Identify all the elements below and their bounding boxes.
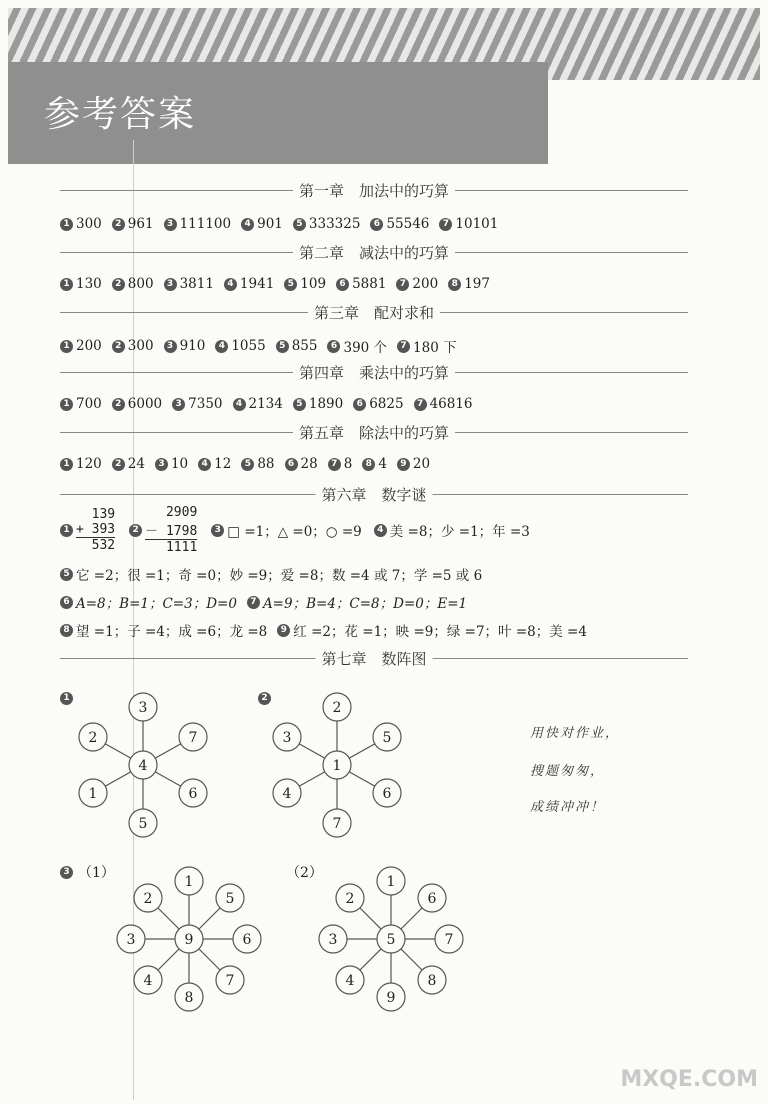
chapter-6-heading: 第六章 数字谜 [60,484,688,504]
diagram-3-1-spoke-label: 6 [242,932,252,948]
number-badge: 7 [328,458,341,471]
number-badge: 5 [293,218,306,231]
number-badge: 6 [336,278,349,291]
diagram-1-spoke-label: 3 [138,700,148,716]
puzzle-1-row2: + 393 [76,522,116,537]
answer-value: 910 [179,338,206,354]
puzzle-5-answer: 它 =2；很 =1；奇 =0；妙 =9；爱 =8；数 =4 或 7；学 =5 或 6 [76,568,483,584]
diagram-2-spoke-label: 2 [332,700,342,716]
answer-value: 28 [300,456,318,472]
answer-value: 1890 [308,396,344,412]
diagram-3-2-spoke-label: 3 [328,932,338,948]
answer-value: 8 [343,456,353,472]
diagram-3-2-spoke-label: 4 [345,973,355,989]
answer-value: 55546 [386,216,430,232]
number-badge: 2 [112,218,125,231]
answer-value: 961 [127,216,154,232]
number-badge: 3 [172,398,185,411]
number-badge: 2 [112,398,125,411]
number-badge: 3 [155,458,168,471]
answer-value: 109 [300,276,327,292]
number-badge: 9 [397,458,410,471]
answer-value: 6825 [369,396,404,412]
diagram-3-1-spoke-label: 1 [184,874,194,890]
puzzle-7-answer: A=9；B=4；C=8；D=0；E=1 [262,596,468,612]
page-title: 参考答案 [44,94,197,135]
diagram-1-spoke-label: 1 [88,786,98,802]
number-badge: 5 [293,398,306,411]
number-badge: 6 [285,458,298,471]
number-badge-9: 9 [277,624,290,637]
note-line-3: 成绩冲冲！ [530,800,606,815]
puzzle-4-answer: 美 =8；少 =1；年 =3 [389,524,530,540]
chapter-5-heading: 第五章 除法中的巧算 [60,422,688,442]
diagram-2-spoke-label: 7 [332,816,342,832]
answer-value: 6000 [127,396,163,412]
diagram-1-center-label: 4 [138,758,148,774]
number-badge-d1: 1 [60,692,73,705]
number-badge-2: 2 [129,524,142,537]
diagram-2-spoke-label: 4 [282,786,292,802]
answer-value: 1941 [239,276,275,292]
answer-value: 700 [76,396,102,412]
diagram-3-1-spoke-label: 5 [225,891,235,907]
number-badge: 7 [396,278,409,291]
answer-value: 200 [76,338,102,354]
number-badge-4: 4 [374,524,387,537]
diagram-3-1-spoke-label: 4 [143,973,153,989]
diagram-3-1-spoke-label: 2 [143,891,153,907]
number-badge: 2 [112,340,125,353]
answer-value: 200 [412,276,439,292]
number-badge: 5 [241,458,254,471]
puzzle-2-row2: － 1798 [145,520,197,540]
number-badge: 7 [397,340,410,353]
number-badge: 1 [60,398,73,411]
number-badge: 4 [233,398,246,411]
chapter-7-heading: 第七章 数阵图 [60,648,688,668]
answer-value: 390 个 [343,340,388,356]
puzzle-3-answer: □ =1；△ =0；○ =9 [227,524,362,540]
number-badge: 5 [276,340,289,353]
note-line-1: 用快对作业， [530,726,621,741]
diagram-3-1-spoke-label: 8 [184,990,194,1006]
puzzle-9-answer: 红 =2；花 =1；映 =9；绿 =7；叶 =8；美 =4 [293,624,587,640]
number-badge-3: 3 [211,524,224,537]
puzzle-8-answer: 望 =1；子 =4；成 =6；龙 =8 [76,624,268,640]
diagram-3-1-spoke-label: 3 [126,932,136,948]
answer-value: 20 [412,456,431,472]
watermark-logo: MXQE.COM [620,1067,758,1092]
answer-value: 120 [76,456,102,472]
answer-value: 855 [291,338,318,354]
diagram-1-spoke-label: 6 [188,786,198,802]
answer-value: 10 [170,456,189,472]
chapter-1-heading: 第一章 加法中的巧算 [60,180,688,200]
answer-value: 4 [378,456,387,472]
diagram-3-2-tag: （2） [286,865,323,881]
number-badge-1: 1 [60,524,73,537]
number-badge-7: 7 [247,596,260,609]
answer-value: 300 [76,216,102,232]
answer-value: 333325 [308,216,361,232]
number-badge: 1 [60,458,73,471]
number-badge: 7 [414,398,427,411]
note-line-2: 搜题匆匆， [530,764,606,779]
diagram-3-1-tag: （1） [78,865,115,881]
number-badge-5: 5 [60,568,73,581]
answer-value: 197 [464,276,490,292]
number-badge: 6 [370,218,383,231]
answer-value: 46816 [429,396,473,412]
number-badge: 6 [353,398,366,411]
number-badge: 2 [112,278,125,291]
diagram-3-2-spoke-label: 8 [427,973,437,989]
diagram-2-spoke-label: 5 [382,730,392,746]
diagram-2-spoke-label: 6 [382,786,392,802]
diagram-3-2-spoke-label: 6 [427,891,437,907]
answer-value: 300 [127,338,154,354]
diagram-3-1-spoke-label: 7 [225,973,235,989]
number-badge: 3 [164,278,177,291]
diagram-3-2-spoke-label: 9 [386,990,396,1006]
diagram-2-center-label: 1 [332,758,342,774]
number-badge: 4 [241,218,254,231]
number-badge: 3 [164,218,177,231]
answer-value: 800 [127,276,154,292]
answer-value: 12 [214,456,232,472]
chapter-3-heading: 第三章 配对求和 [60,302,688,322]
answer-value: 5881 [352,276,387,292]
diagram-3-2-spoke-label: 7 [444,932,454,948]
chapter-4-heading: 第四章 乘法中的巧算 [60,362,688,382]
diagram-2-spoke-label: 3 [282,730,292,746]
number-badge: 1 [60,340,73,353]
answer-value: 180 下 [413,340,457,356]
diagram-3-1-center-label: 9 [184,932,194,948]
diagram-3-2-spoke-label: 1 [386,874,396,890]
number-badge: 8 [362,458,375,471]
diagram-1-spoke-label: 2 [88,730,98,746]
answer-value: 130 [76,276,102,292]
answer-value: 10101 [455,216,499,232]
number-badge-6: 6 [60,596,73,609]
number-badge: 4 [215,340,228,353]
answer-value: 2134 [248,396,283,412]
number-badge: 6 [327,340,340,353]
diagram-1-spoke-label: 5 [138,816,148,832]
puzzle-2-result: 1111 [165,540,198,555]
number-badge: 3 [164,340,177,353]
answer-value: 3811 [179,276,214,292]
answer-value: 111100 [179,216,232,232]
diagram-3-2-spoke-label: 2 [345,891,355,907]
puzzle-1-result: 532 [91,538,116,553]
answer-value: 88 [257,456,275,472]
diagram-1-spoke-label: 7 [188,730,198,746]
number-badge-8: 8 [60,624,73,637]
number-badge: 1 [60,278,73,291]
number-badge: 5 [284,278,297,291]
puzzle-1-row1: 139 [91,507,116,522]
number-badge: 4 [198,458,211,471]
puzzle-2-row1: 2909 [165,505,198,520]
answer-value: 24 [127,456,145,472]
puzzle-6-answer: A=8；B=1；C=3；D=0 [76,596,237,612]
answer-value: 1055 [231,338,266,354]
number-badge-d2: 2 [258,692,271,705]
number-badge: 7 [439,218,452,231]
number-badge: 8 [448,278,461,291]
chapter-2-heading: 第二章 减法中的巧算 [60,242,688,262]
number-badge-d3: 3 [60,866,73,879]
answer-value: 901 [257,216,283,232]
number-badge: 4 [224,278,237,291]
diagram-3-2-center-label: 5 [386,932,396,948]
answer-value: 7350 [188,396,223,412]
number-badge: 2 [112,458,125,471]
number-badge: 1 [60,218,73,231]
